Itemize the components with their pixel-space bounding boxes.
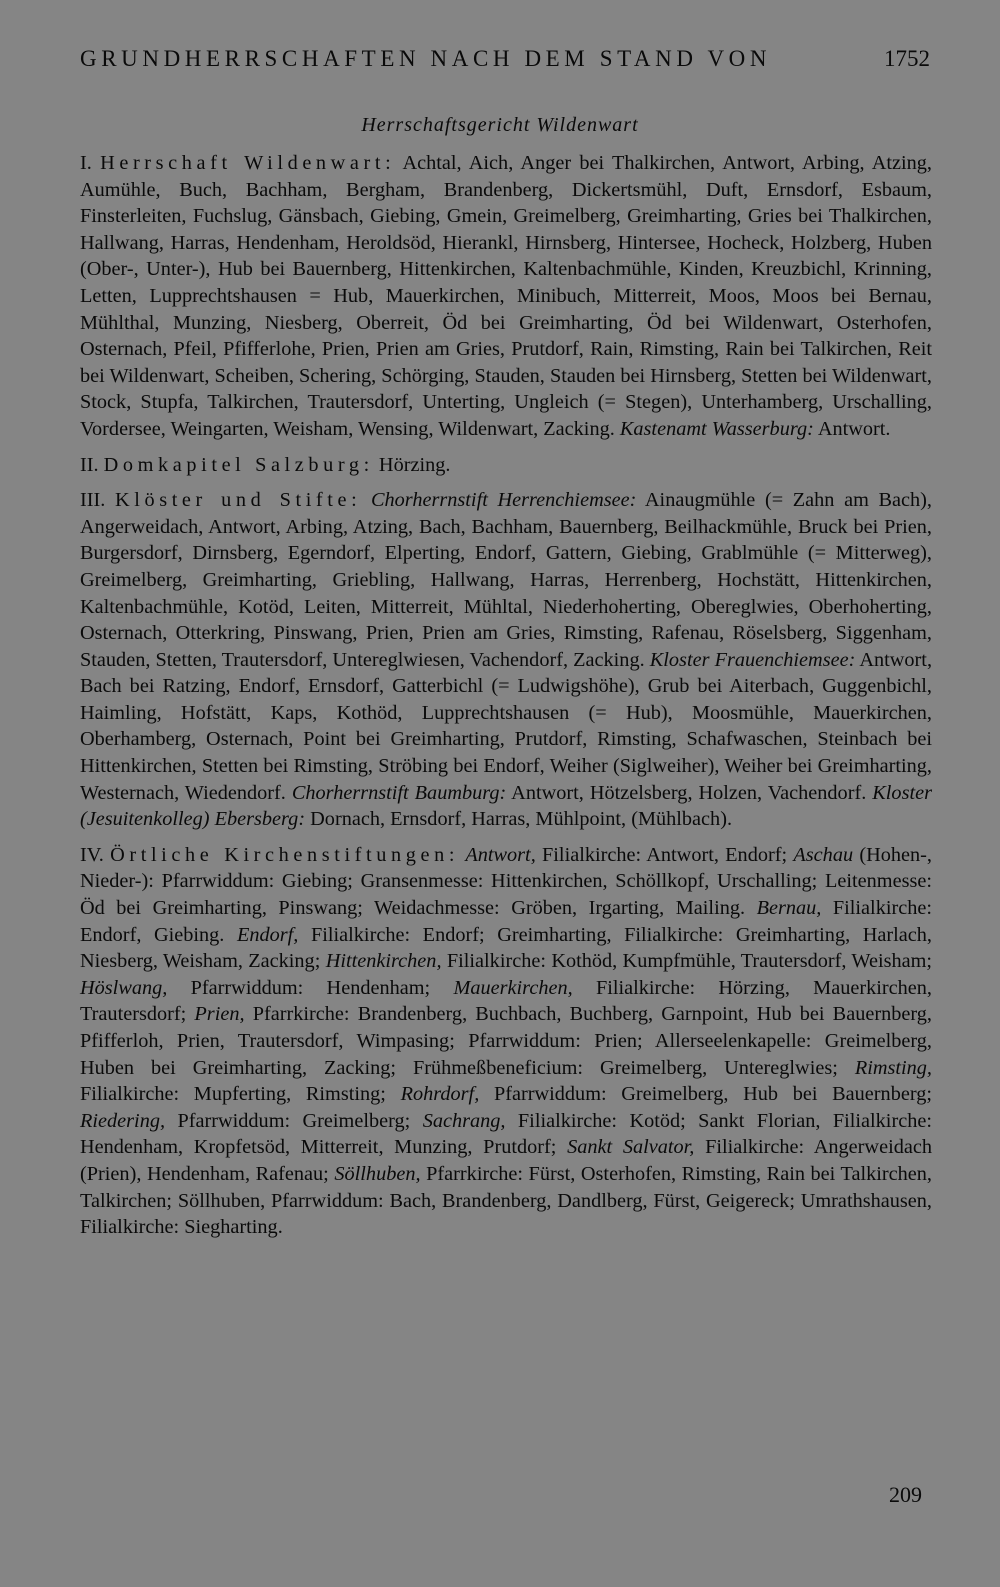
header-year: 1752 [884, 46, 930, 71]
section-1-heading: Herrschaft Wildenwart: [100, 152, 396, 174]
section-1-text: Achtal, Aich, Anger bei Thalkirchen, Antwort, Arbing, Atzing, Aumühle, Buch, Bachham, Bergham, Brandenberg, Dickertsmühl, Duft, Ernsdorf, Esbaum, Finsterleiten, Fuchslug, Gänsbach, Giebing, Gmein, Greimelberg, Greimharting, Gries bei Thalkirchen, Hallwang, Harras, Hendenham, Heroldsöd, Hierankl, Hirnsberg, Hintersee, Hocheck, Holzberg, Huben (Ober-, Unter-), Hub bei Bauernberg, Hittenkirchen, Kaltenbachmühle, Kinden, Kreuzbichl, Krinning, Letten, Lupprechtshausen = Hub, Mauerkirchen, Minibuch, Mitterreit, Moos, Moos bei Bernau, Mühlthal, Munzing, Niesberg, Oberreit, Öd bei Greimharting, Öd bei Wildenwart, Osterhofen, Osternach, Pfeil, Pfifferlohe, Prien, Prien am Gries, Prutdorf, Rain, Rimsting, Rain bei Talkirchen, Reit bei Wildenwart, Scheiben, Schering, Schörging, Stauden, Stauden bei Hirnsberg, Stetten bei Wildenwart, Stock, Stupfa, Talkirchen, Trautersdorf, Unterting, Ungleich (= Stegen), Unterhamberg, Urschalling, Vordersee, Weingarten, Weisham, Wensing, Wildenwart, Zacking. [80, 152, 932, 440]
church-entry-text: Filialkirche: Endorf, Giebing. [80, 897, 933, 946]
church-entry-text: Pfarrwiddum: Greimelberg, Hub bei Bauernberg; [493, 1083, 933, 1106]
institution-heading: Kloster Frauenchiemsee: [649, 648, 856, 671]
institution-holdings: Antwort, Bach bei Ratzing, Endorf, Ernsdorf, Gatterbichl (= Ludwigshöhe), Grub bei Aiterbach, Guggenbichl, Haimling, Hofstätt, Kaps, Kothöd, Lupprechtshausen (= Hub), Moosmühle, Mauerkirchen, Oberhamberg, Osternach, Point bei Greimharting, Prutdorf, Rimsting, Schafwaschen, Steinbach bei Hittenkirchen, Stetten bei Rimsting, Ströbing bei Endorf, Weiher (Siglweiher), Weiher bei Greimharting, Westernach, Wiedendorf. [80, 648, 933, 804]
church-entry-text: (Hohen-, Nieder-): Pfarrwiddum: Giebing; Gransenmesse: Hittenkirchen, Schöllkopf, Urschalling; Leitenmesse: Öd bei Greimharting, Pinswang; Weidachmesse: Gröben, Irgarting, Mailing. [80, 843, 933, 920]
church-place-name: Hittenkirchen, [325, 950, 442, 973]
church-entry-text: Filialkirche: Mupferting, Rimsting; [80, 1083, 386, 1106]
church-entry-text: Pfarrwiddum: Hendenham; [190, 976, 431, 999]
church-entries [80, 844, 932, 1238]
church-place-name: Sankt Salvator, [567, 1136, 695, 1159]
header-title: GRUNDHERRSCHAFTEN NACH DEM STAND VON [80, 46, 772, 71]
church-place-name: Rohrdorf, [400, 1083, 480, 1106]
section-1 [80, 150, 932, 443]
section-3-heading: Klöster und Stifte: [114, 489, 362, 512]
church-place-name: Rimsting, [854, 1056, 932, 1079]
section-2-number: II. [80, 453, 99, 476]
section-2-heading: Domkapitel Salzburg: [103, 453, 374, 476]
section-3 [80, 487, 932, 833]
church-place-name: Mauerkirchen, [453, 976, 573, 999]
section-3-number: III. [80, 489, 106, 512]
page-number: 209 [889, 1482, 922, 1507]
institution-holdings: Antwort, Hötzelsberg, Holzen, Vachendorf. [511, 781, 867, 804]
church-entry-text: Filialkirche: Kothöd, Kumpfmühle, Trautersdorf, Weisham; [446, 950, 933, 973]
church-place-name: Prien, [194, 1003, 245, 1026]
running-header [80, 46, 930, 72]
church-place-name: Aschau [793, 843, 854, 866]
section-4 [80, 842, 932, 1241]
kastenamt-text: Antwort. [817, 417, 891, 440]
church-place-name: Höslwang, [80, 976, 168, 999]
section-2 [80, 452, 932, 479]
church-place-name: Söllhuben, [334, 1162, 421, 1185]
church-entry-text: Filialkirche: Hörzing, Mauerkirchen, Trautersdorf; [80, 976, 932, 1026]
church-entry-text: Pfarrkirche: Brandenberg, Buchbach, Buchberg, Garnpoint, Hub bei Bauernberg, Pfifferloh, Prien, Trautersdorf, Wimpasing; Pfarrwiddum: Prien; Allerseelenkapelle: Greimelberg, Huben bei Greimharting, Zacking; Frühmeßbeneficium: Greimelberg, Untereglwies; [80, 1003, 932, 1079]
church-place-name: Sachrang, [422, 1109, 506, 1132]
church-entry-text: Pfarrkirche: Fürst, Osterhofen, Rimsting, Rain bei Talkirchen, Talkirchen; Söllhuben, Pfarrwiddum: Bach, Brandenberg, Dandlberg, Fürst, Geigereck; Umrathshausen, Filialkirche: Siegharting. [80, 1162, 933, 1239]
church-place-name: Endorf, [236, 923, 299, 946]
section-4-heading: Örtliche Kirchenstiftungen: [110, 843, 460, 866]
institution-heading: Chorherrnstift Herrenchiemsee: [371, 489, 637, 512]
church-entry-text: Pfarrwiddum: Greimelberg; [177, 1109, 411, 1132]
church-place-name: Riedering, [80, 1109, 166, 1132]
church-entry-text: Filialkirche: Kotöd; Sankt Florian, Filialkirche: Hendenham, Kropfetsöd, Mitterreit, Munzing, Prutdorf; [80, 1109, 932, 1159]
institution-holdings: Dornach, Ernsdorf, Harras, Mühlpoint, (Mühlbach). [310, 808, 733, 831]
institution-heading: Chorherrnstift Baumburg: [291, 781, 507, 804]
institution-heading: Kloster (Jesuitenkolleg) Ebersberg: [80, 781, 932, 831]
church-entry-text: Filialkirche: Endorf; Greimharting, Filialkirche: Greimharting, Harlach, Niesberg, Weisham, Zacking; [80, 923, 932, 973]
kastenamt-label: Kastenamt Wasserburg: [619, 417, 814, 440]
church-entry-text: Filialkirche: Antwort, Endorf; [542, 843, 788, 866]
section-2-text: Hörzing. [378, 453, 451, 476]
section-1-number: I. [80, 152, 92, 174]
church-place-name: Antwort, [465, 843, 536, 866]
section-4-number: IV. [80, 843, 104, 866]
body-text [80, 150, 932, 1241]
institution-holdings: Ainaugmühle (= Zahn am Bach), Angerweidach, Antwort, Arbing, Atzing, Bach, Bachham, Bauernberg, Beilhackmühle, Bruck bei Prien, Burgersdorf, Dirnsberg, Egerndorf, Elperting, Endorf, Gattern, Giebing, Grablmühle (= Mitterweg), Greimelberg, Greimharting, Griebling, Hallwang, Harras, Herrenberg, Hochstätt, Hittenkirchen, Kaltenbachmühle, Kotöd, Leiten, Mitterreit, Mühltal, Niederhoherting, Obereglwies, Oberhoherting, Osternach, Otterkring, Pinswang, Prien, Prien am Gries, Rimsting, Rafenau, Röselsberg, Siggenham, Stauden, Stetten, Trautersdorf, Untereglwiesen, Vachendorf, Zacking. [80, 489, 932, 671]
church-place-name: Bernau, [756, 897, 822, 920]
church-entry-text: Filialkirche: Angerweidach (Prien), Hendenham, Rafenau; [80, 1136, 932, 1185]
section-subtitle: Herrschaftsgericht Wildenwart [361, 114, 639, 136]
